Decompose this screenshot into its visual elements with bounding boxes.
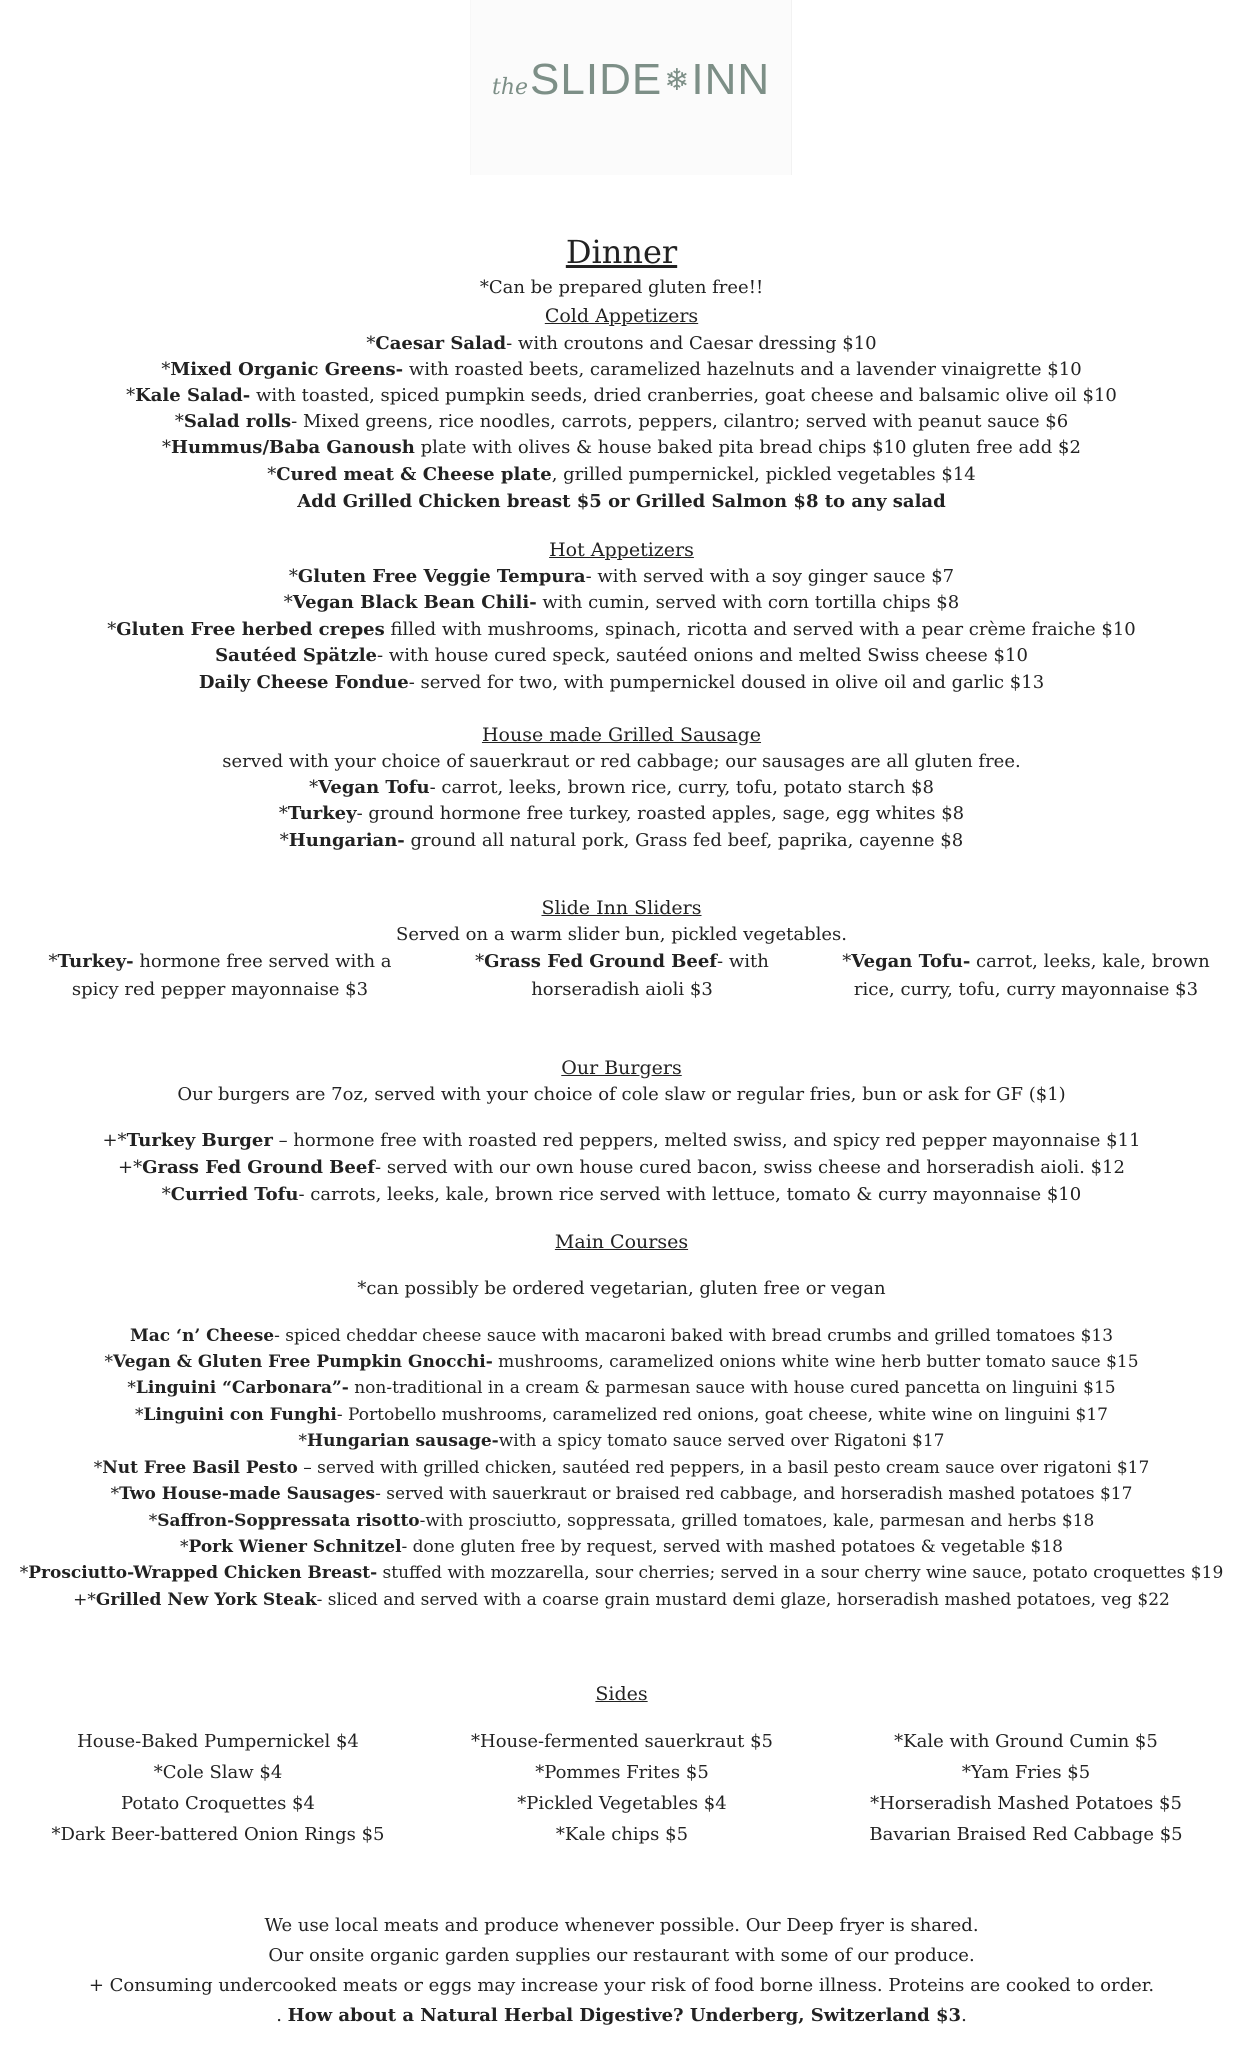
menu-item: Daily Cheese Fondue- served for two, with pumpernickel doused in olive oil and garlic $13 (198, 672, 1045, 693)
menu-item: +*Grass Fed Ground Beef- served with our own house cured bacon, swiss cheese and horseradish aioli. $12 (118, 1157, 1125, 1178)
logo-the: the (492, 75, 529, 100)
menu-item: *Linguini con Funghi- Portobello mushrooms, caramelized red onions, goat cheese, white wine on linguini $17 (135, 1405, 1108, 1425)
sides-heading: Sides (595, 1683, 648, 1705)
slider-turkey: *Turkey- hormone free served with a spicy red pepper mayonnaise $3 (48, 951, 392, 1000)
menu-item: *Hungarian- ground all natural pork, Grass fed beef, paprika, cayenne $8 (279, 830, 964, 851)
menu-item: *Saffron-Soppressata risotto-with prosciutto, soppressata, grilled tomatoes, kale, parmesan and herbs $18 (148, 1511, 1095, 1531)
footer-garden-note: Our onsite organic garden supplies our restaurant with some of our produce. (268, 1945, 975, 1966)
menu-item: *Caesar Salad- with croutons and Caesar dressing $10 (366, 333, 877, 354)
side-item: *Pommes Frites $5 (535, 1762, 709, 1783)
menu-item: +*Turkey Burger – hormone free with roasted red peppers, melted swiss, and spicy red pepper mayonnaise $11 (102, 1130, 1141, 1151)
sliders-heading: Slide Inn Sliders (541, 897, 702, 919)
footer-digestive-note: . How about a Natural Herbal Digestive? Underberg, Switzerland $3. (276, 2005, 967, 2026)
menu-item: Mac ‘n’ Cheese- spiced cheddar cheese sauce with macaroni baked with bread crumbs and grilled tomatoes $13 (129, 1326, 1114, 1346)
side-item: *Cole Slaw $4 (153, 1762, 283, 1783)
side-item: *Horseradish Mashed Potatoes $5 (870, 1793, 1182, 1814)
main-courses-heading: Main Courses (554, 1231, 689, 1253)
slide-inn-logo (492, 55, 792, 105)
logo-word-inn: INN (691, 55, 771, 104)
side-item: *Kale chips $5 (555, 1824, 689, 1845)
menu-item: *Prosciutto-Wrapped Chicken Breast- stuffed with mozzarella, sour cherries; served in a sour cherry wine sauce, potato croquettes $19 (19, 1563, 1224, 1583)
snowflake-icon: ❄ (664, 63, 690, 98)
menu-item: *Vegan Black Bean Chili- with cumin, served with corn tortilla chips $8 (283, 592, 960, 613)
side-item: *Yam Fries $5 (961, 1762, 1091, 1783)
menu-item: *Gluten Free herbed crepes filled with mushrooms, spinach, ricotta and served with a pear crème fraiche $10 (107, 619, 1136, 640)
menu-item: *Kale Salad- with toasted, spiced pumpkin seeds, dried cranberries, goat cheese and balsamic olive oil $10 (126, 385, 1117, 406)
slider-vegan-tofu: *Vegan Tofu- carrot, leeks, kale, brown rice, curry, tofu, curry mayonnaise $3 (842, 951, 1210, 1000)
sides-column-3 (826, 1726, 1226, 1850)
menu-item: *Nut Free Basil Pesto – served with grilled chicken, sautéed red peppers, in a basil pesto cream sauce over rigatoni $17 (93, 1458, 1150, 1478)
sausage-intro: served with your choice of sauerkraut or red cabbage; our sausages are all gluten free. (222, 751, 1021, 772)
menu-item: *Curried Tofu- carrots, leeks, kale, brown rice served with lettuce, tomato & curry mayonnaise $10 (161, 1184, 1082, 1205)
menu-item: *Two House-made Sausages- served with sauerkraut or braised red cabbage, and horseradish mashed potatoes $17 (110, 1484, 1133, 1504)
menu-item: *Salad rolls- Mixed greens, rice noodles, carrots, peppers, cilantro; served with peanut sauce $6 (174, 411, 1069, 432)
side-item: *House-fermented sauerkraut $5 (471, 1731, 773, 1752)
menu-item: *Hungarian sausage-with a spicy tomato sauce served over Rigatoni $17 (298, 1431, 945, 1451)
menu-item: *Vegan & Gluten Free Pumpkin Gnocchi- mushrooms, caramelized onions white wine herb butter tomato sauce $15 (104, 1352, 1139, 1372)
menu-item: *Turkey- ground hormone free turkey, roasted apples, sage, egg whites $8 (278, 803, 965, 824)
menu-title: Dinner (565, 233, 678, 271)
side-item: Potato Croquettes $4 (121, 1793, 315, 1814)
sliders-intro: Served on a warm slider bun, pickled vegetables. (396, 924, 847, 945)
menu-item: *Hummus/Baba Ganoush plate with olives & house baked pita bread chips $10 gluten free add $2 (162, 437, 1081, 458)
menu-item: *Vegan Tofu- carrot, leeks, brown rice, curry, tofu, potato starch $8 (309, 777, 934, 798)
side-item: House-Baked Pumpernickel $4 (77, 1731, 359, 1752)
sides-column-2 (422, 1726, 822, 1850)
footer-local-note: We use local meats and produce whenever possible. Our Deep fryer is shared. (264, 1915, 979, 1936)
menu-item: *Linguini “Carbonara”- non-traditional in a cream & parmesan sauce with house cured pancetta on linguini $15 (127, 1378, 1116, 1398)
burgers-heading: Our Burgers (561, 1057, 682, 1079)
salad-addon-note: Add Grilled Chicken breast $5 or Grilled Salmon $8 to any salad (297, 491, 946, 512)
menu-item: +*Grilled New York Steak- sliced and served with a coarse grain mustard demi glaze, horseradish mashed potatoes, veg $22 (73, 1590, 1170, 1610)
main-courses-intro: *can possibly be ordered vegetarian, gluten free or vegan (357, 1278, 886, 1299)
gluten-free-note: *Can be prepared gluten free!! (479, 277, 764, 298)
menu-item: *Cured meat & Cheese plate, grilled pumpernickel, pickled vegetables $14 (267, 464, 976, 485)
sausage-heading: House made Grilled Sausage (481, 724, 762, 746)
menu-item: *Gluten Free Veggie Tempura- with served with a soy ginger sauce $7 (288, 566, 955, 587)
burgers-intro: Our burgers are 7oz, served with your choice of cole slaw or regular fries, bun or ask for GF ($1) (177, 1084, 1066, 1105)
side-item: *Pickled Vegetables $4 (517, 1793, 727, 1814)
slider-beef: *Grass Fed Ground Beef- with horseradish aioli $3 (475, 951, 769, 1000)
hot-appetizers-heading: Hot Appetizers (549, 539, 694, 561)
footer-health-warning: + Consuming undercooked meats or eggs may increase your risk of food borne illness. Proteins are cooked to order. (88, 1975, 1155, 1996)
sides-column-1 (18, 1726, 418, 1850)
menu-item: *Pork Wiener Schnitzel- done gluten free by request, served with mashed potatoes & vegetable $18 (180, 1537, 1063, 1557)
side-item: Bavarian Braised Red Cabbage $5 (869, 1824, 1183, 1845)
logo-word-slide: SLIDE (530, 55, 663, 104)
menu-item: *Mixed Organic Greens- with roasted beets, caramelized hazelnuts and a lavender vinaigrette $10 (161, 359, 1082, 380)
side-item: *Kale with Ground Cumin $5 (894, 1731, 1158, 1752)
side-item: *Dark Beer-battered Onion Rings $5 (51, 1824, 385, 1845)
menu-item: Sautéed Spätzle- with house cured speck, sautéed onions and melted Swiss cheese $10 (215, 645, 1028, 666)
cold-appetizers-heading: Cold Appetizers (544, 305, 699, 327)
